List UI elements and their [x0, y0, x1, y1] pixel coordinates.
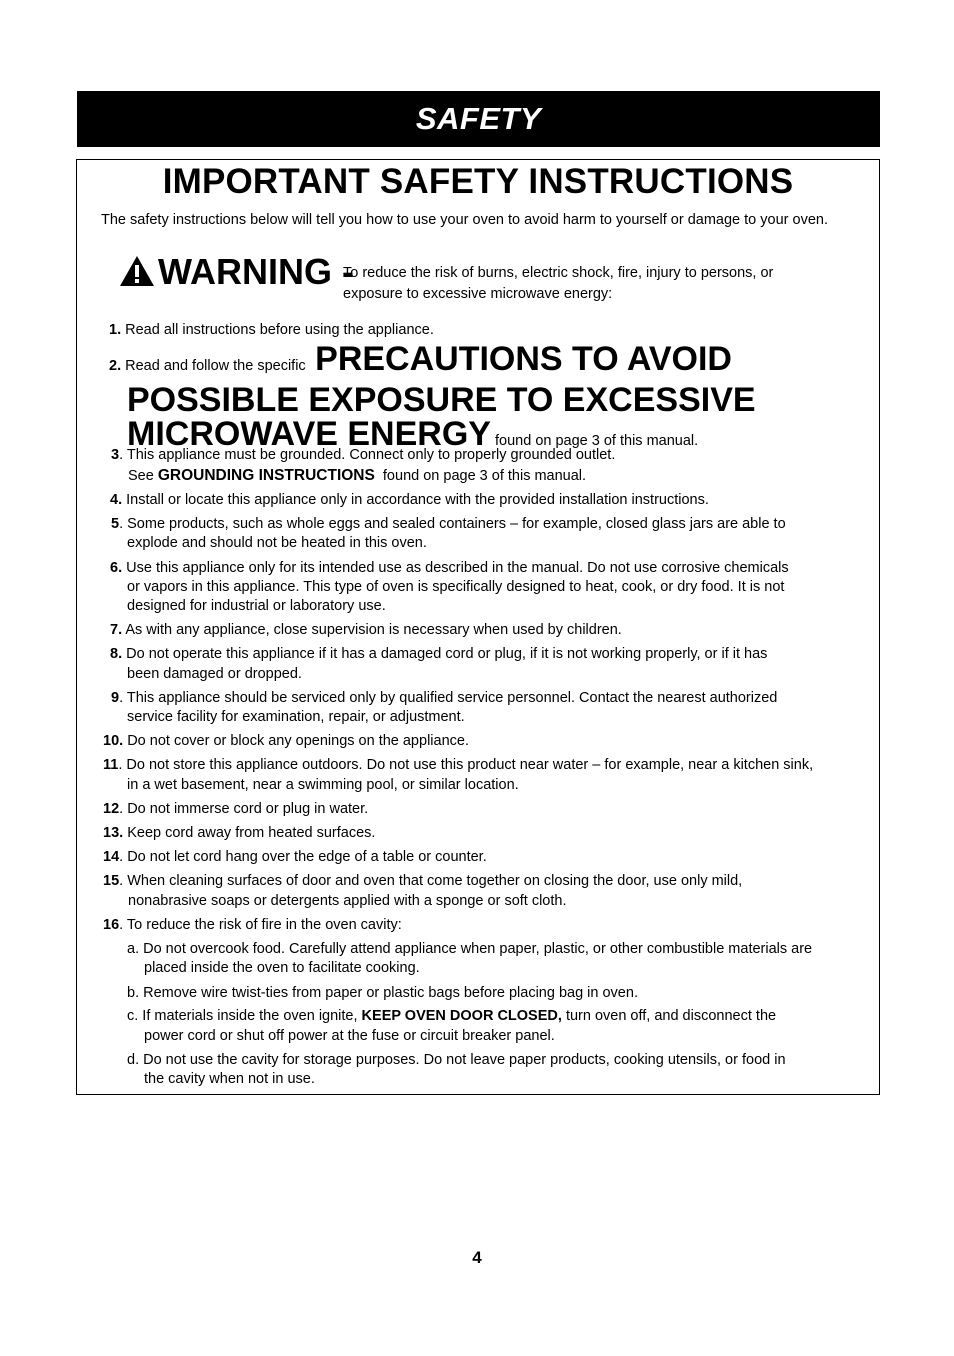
sub-item-continuation: power cord or shut off power at the fuse or circuit breaker panel. [144, 1028, 555, 1044]
item-number: 5 [111, 516, 120, 532]
item-number: 6. [110, 560, 123, 576]
list-item [103, 823, 375, 843]
item-number: 15 [103, 873, 120, 889]
list-item [103, 755, 813, 775]
item-text: Use this appliance only for its intended use as described in the manual. Do not use corrosive chemicals [126, 560, 789, 576]
item-number: 9 [111, 690, 120, 706]
list-item [103, 847, 487, 867]
item-text: . Do not store this appliance outdoors. Do not use this product near water – for example, near a kitchen sink, [118, 757, 814, 773]
item-number: 10. [103, 733, 124, 749]
item-text: c. If materials inside the oven ignite, [127, 1008, 358, 1024]
section-header-bar [77, 91, 880, 147]
precautions-heading-line: POSSIBLE EXPOSURE TO EXCESSIVE [127, 381, 756, 419]
keep-door-closed-emphasis: KEEP OVEN DOOR CLOSED, [361, 1008, 562, 1024]
item-text: . When cleaning surfaces of door and oven that come together on closing the door, use only mild, [119, 873, 743, 889]
precautions-heading-line [109, 342, 849, 383]
list-item-continuation [128, 466, 586, 486]
item-number: 13. [103, 825, 124, 841]
item-text: Do not cover or block any openings on the appliance. [127, 733, 469, 749]
item-text: found on page 3 of this manual. [382, 468, 587, 484]
item-text: turn oven off, and disconnect the [565, 1008, 777, 1024]
item-text: Install or locate this appliance only in accordance with the provided installation instructions. [126, 492, 709, 508]
item-text: . This appliance should be serviced only by qualified service personnel. Contact the nearest authorized [119, 690, 778, 706]
item-number: 4. [110, 492, 123, 508]
item-text: . To reduce the risk of fire in the oven cavity: [119, 917, 402, 933]
list-item [103, 799, 368, 819]
item-text: found on page 3 of this manual. [495, 433, 699, 449]
list-item [109, 342, 849, 458]
list-item [110, 558, 789, 578]
warning-text-line: exposure to excessive microwave energy: [343, 286, 613, 302]
sub-item-continuation: placed inside the oven to facilitate cooking. [144, 960, 420, 976]
list-item [111, 514, 786, 534]
warning-triangle-icon [119, 255, 155, 287]
list-item [103, 915, 402, 935]
list-item [111, 688, 777, 708]
item-number: 2. [109, 358, 122, 374]
item-text: As with any appliance, close supervision is necessary when used by children. [125, 622, 622, 638]
item-number: 8. [110, 646, 123, 662]
sub-item-a: a. Do not overcook food. Carefully attend appliance when paper, plastic, or other combustible materials are [127, 941, 813, 957]
precautions-heading: MICROWAVE ENERGY [127, 415, 491, 453]
list-item-continuation: in a wet basement, near a swimming pool, or similar location. [127, 777, 519, 793]
intro-text: The safety instructions below will tell you how to use your oven to avoid harm to yourself or damage to your oven. [101, 212, 828, 228]
item-number: 1. [109, 322, 122, 338]
list-item-continuation: nonabrasive soaps or detergents applied with a sponge or soft cloth. [128, 893, 567, 909]
item-text: Keep cord away from heated surfaces. [127, 825, 376, 841]
item-text: . This appliance must be grounded. Connect only to properly grounded outlet. [119, 447, 616, 463]
item-text: Read and follow the specific [125, 358, 306, 374]
list-item [103, 731, 469, 751]
instructions-box [76, 159, 880, 1095]
item-text: Do not operate this appliance if it has a damaged cord or plug, if it is not working properly, or if it has [126, 646, 768, 662]
list-item [110, 490, 709, 510]
list-item-continuation: service facility for examination, repair, or adjustment. [127, 709, 465, 725]
item-number: 11 [103, 757, 119, 773]
item-text: . Do not immerse cord or plug in water. [119, 801, 369, 817]
list-item [110, 644, 767, 664]
page-number: 4 [472, 1248, 482, 1267]
sub-item-continuation: the cavity when not in use. [144, 1071, 315, 1087]
sub-item-d: d. Do not use the cavity for storage purposes. Do not leave paper products, cooking utensils, or food in [127, 1052, 786, 1068]
list-item [111, 445, 615, 465]
warning-text-line: To reduce the risk of burns, electric shock, fire, injury to persons, or [343, 265, 774, 281]
list-item-continuation: explode and should not be heated in this oven. [127, 535, 427, 551]
item-number: 3 [111, 447, 120, 463]
sub-item-c [127, 1006, 776, 1026]
list-item-continuation: been damaged or dropped. [127, 666, 302, 682]
item-number: 14 [103, 849, 120, 865]
section-title: SAFETY [415, 101, 542, 136]
item-text: . Do not let cord hang over the edge of a table or counter. [119, 849, 487, 865]
warning-block [119, 252, 859, 314]
item-number: 12 [103, 801, 120, 817]
grounding-instructions-ref: GROUNDING INSTRUCTIONS [157, 467, 375, 484]
list-item-continuation: designed for industrial or laboratory use. [127, 598, 386, 614]
item-text: . Some products, such as whole eggs and sealed containers – for example, closed glass jars are able to [119, 516, 786, 532]
list-item [109, 320, 434, 340]
item-number: 7. [110, 622, 123, 638]
list-item [103, 871, 742, 891]
item-text: See [128, 468, 154, 484]
list-item [110, 620, 622, 640]
precautions-heading: PRECAUTIONS TO AVOID [315, 340, 732, 378]
item-text: Read all instructions before using the appliance. [125, 322, 434, 338]
sub-item-b: b. Remove wire twist-ties from paper or plastic bags before placing bag in oven. [127, 985, 638, 1001]
warning-label: WARNING - [158, 251, 354, 292]
page-title: IMPORTANT SAFETY INSTRUCTIONS [162, 162, 794, 201]
list-item-continuation: or vapors in this appliance. This type of oven is specifically designed to heat, cook, or dry food. It is not [127, 579, 785, 595]
warning-text [343, 263, 853, 305]
item-number: 16 [103, 917, 120, 933]
